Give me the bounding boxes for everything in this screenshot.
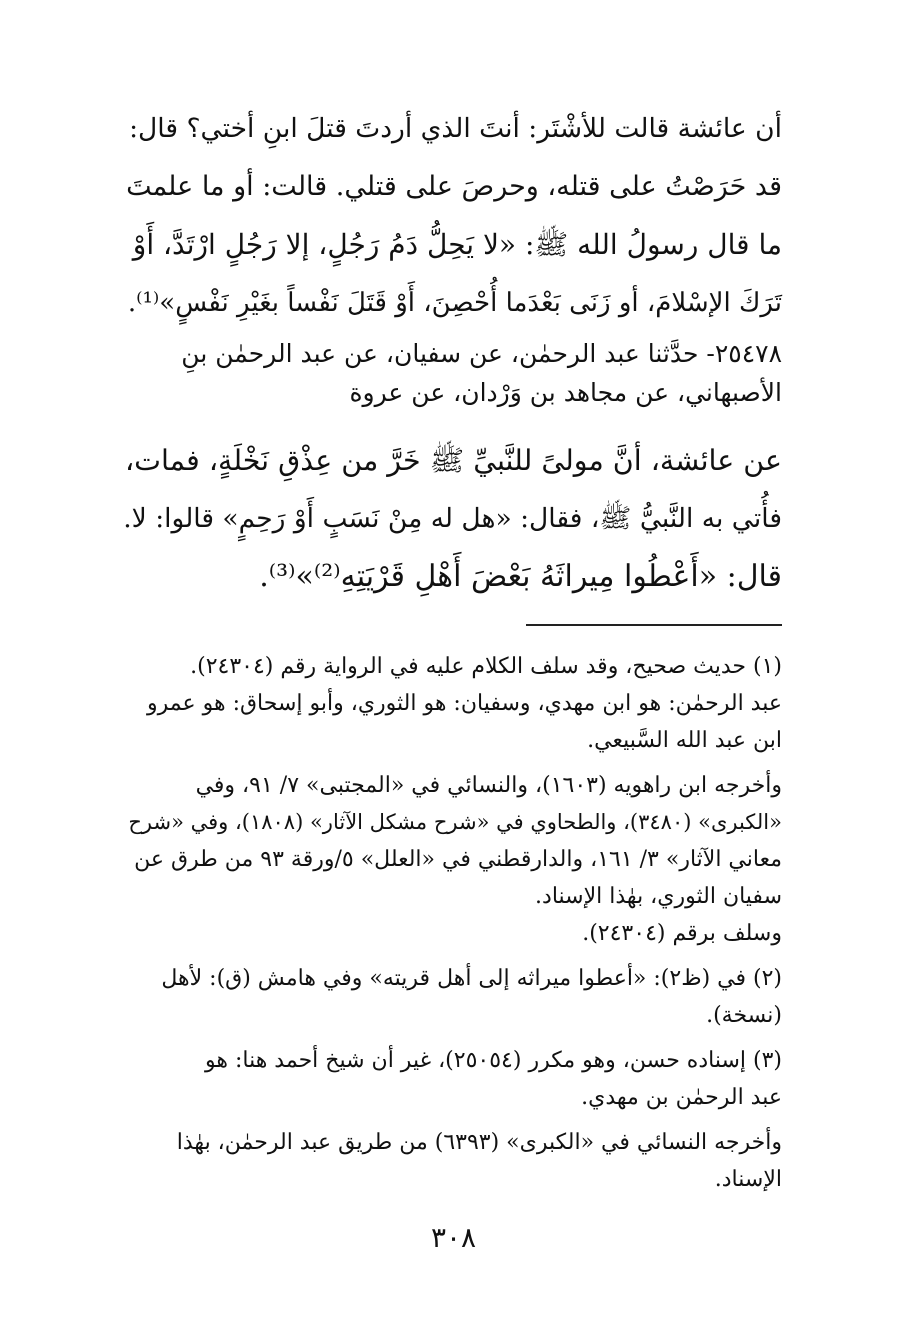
footnote-line: «الكبرى» (٣٤٨٠)، والطحاوي في «شرح مشكل الآثار» (١٨٠٨)، وفي «شرح xyxy=(128,810,782,834)
matn-line: قال: «أَعْطُوا مِيراثَهُ بَعْضَ أَهْلِ قَرْيَتِهِ⁽²⁾»⁽³⁾. xyxy=(259,559,782,594)
main-text-block xyxy=(122,100,782,332)
footnotes-section xyxy=(122,648,782,1198)
main-text-line: أن عائشة قالت للأشْتَر: أنتَ الذي أردتَ قتلَ ابنِ أختي؟ قال: xyxy=(129,113,782,144)
main-text-line: ما قال رسولُ الله ﷺ: «لا يَحِلُّ دَمُ رَجُلٍ، إلا رَجُلٍ ارْتَدَّ، أَوْ xyxy=(132,228,782,261)
footnote-line: الإسناد. xyxy=(714,1167,782,1192)
footnote-line: وسلف برقم (٢٤٣٠٤). xyxy=(582,921,782,946)
footnote-line: (٣) إسناده حسن، وهو مكرر (٢٥٠٥٤)، غير أن شيخ أحمد هنا: هو xyxy=(205,1048,782,1073)
footnote-line: عبد الرحمٰن: هو ابن مهدي، وسفيان: هو الثوري، وأبو إسحاق: هو عمرو xyxy=(147,691,782,716)
matn-line: فأُتي به النَّبيُّ ﷺ، فقال: «هل له مِنْ نَسَبٍ أَوْ رَحِمٍ» قالوا: لا. xyxy=(123,503,782,534)
hadith-matn xyxy=(122,432,782,606)
isnad-line: ٢٥٤٧٨- حدَّثنا عبد الرحمٰن، عن سفيان، عن عبد الرحمٰن بنِ xyxy=(181,339,782,368)
page-number: ٣٠٨ xyxy=(430,1221,477,1254)
footnote-line: معاني الآثار» ٣/ ١٦١، والدارقطني في «العلل» ٥/ورقة ٩٣ من طرق عن xyxy=(134,847,782,872)
footnote-line: وأخرجه النسائي في «الكبرى» (٦٣٩٣) من طريق عبد الرحمٰن، بهٰذا xyxy=(176,1130,782,1155)
footnote-divider xyxy=(526,624,782,626)
hadith-isnad xyxy=(122,334,782,412)
footnote-line: ابن عبد الله السَّبيعي. xyxy=(587,728,782,753)
footnote-line: (١) حديث صحيح، وقد سلف الكلام عليه في الرواية رقم (٢٤٣٠٤). xyxy=(190,654,782,679)
matn-line: عن عائشة، أنَّ مولىً للنَّبيِّ ﷺ خَرَّ من عِذْقِ نَخْلَةٍ، فمات، xyxy=(124,444,782,477)
isnad-line: الأصبهاني، عن مجاهد بن وَرْدان، عن عروة xyxy=(349,378,782,407)
footnote-line: (٢) في (ظ٢): «أعطوا ميراثه إلى أهل قريته» وفي هامش (ق): لأهل xyxy=(161,966,782,991)
main-text-line: تَرَكَ الإسْلامَ، أو زَنَى بَعْدَما أُحْصِنَ، أَوْ قَتَلَ نَفْساً بغَيْرِ نَفْسٍ»⁽¹⁾. xyxy=(127,288,782,318)
footnote-line: (نسخة). xyxy=(706,1003,782,1028)
main-text-line: قد حَرَصْتُ على قتله، وحرصَ على قتلي. قالت: أو ما علمتَ xyxy=(126,171,782,202)
footnote-line: وأخرجه ابن راهويه (١٦٠٣)، والنسائي في «المجتبى» ٧/ ٩١، وفي xyxy=(195,773,782,798)
footnote-line: عبد الرحمٰن بن مهدي. xyxy=(581,1085,782,1110)
footnote-line: سفيان الثوري، بهٰذا الإسناد. xyxy=(535,884,782,909)
